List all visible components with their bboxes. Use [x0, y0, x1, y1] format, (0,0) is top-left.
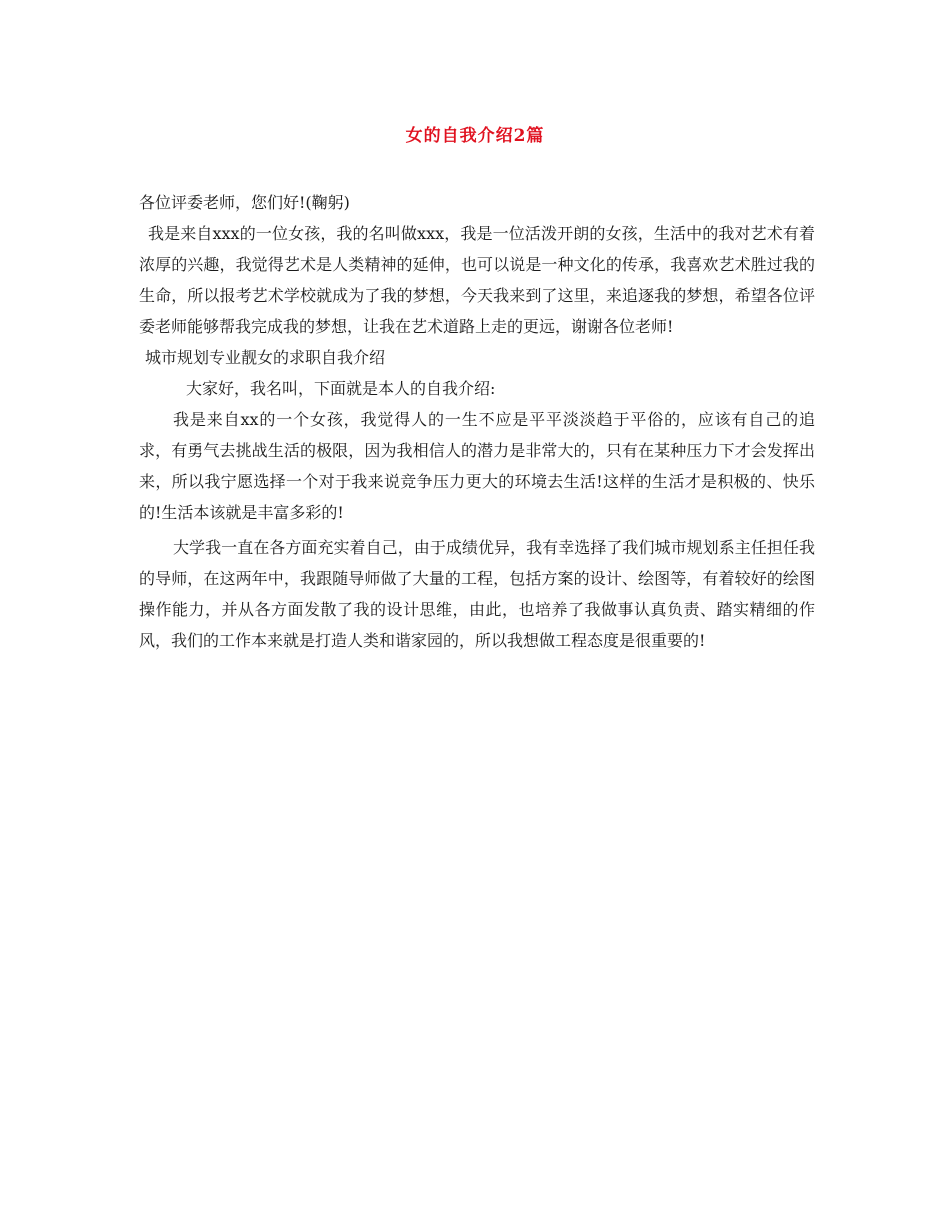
document-title: 女的自我介绍2篇	[405, 126, 545, 146]
paragraph-1: 我是来自xxx的一位女孩，我的名叫做xxx，我是一位活泼开朗的女孩，生活中的我对艺术有着浓厚的兴趣，我觉得艺术是人类精神的延伸，也可以说是一种文化的传承，我喜欢艺术胜过我的生命，所以报考艺术学校就成为了我的梦想，今天我来到了这里，来追逐我的梦想，希望各位评委老师能够帮我完成我的梦想，让我在艺术道路上走的更远，谢谢各位老师!	[139, 224, 815, 336]
paragraph-4: 大学我一直在各方面充实着自己，由于成绩优异，我有幸选择了我们城市规划系主任担任我的导师，在这两年中，我跟随导师做了大量的工程，包括方案的设计、绘图等，有着较好的绘图操作能力，并从各方面发散了我的设计思维，由此，也培养了我做事认真负责、踏实精细的作风，我们的工作本来就是打造人类和谐家园的，所以我想做工程态度是很重要的!	[139, 538, 815, 650]
paragraph-3: 我是来自xx的一个女孩，我觉得人的一生不应是平平淡淡趋于平俗的，应该有自己的追求，有勇气去挑战生活的极限，因为我相信人的潜力是非常大的，只有在某种压力下才会发挥出来，所以我宁愿选择一个对于我来说竞争压力更大的环境去生活!这样的生活才是积极的、快乐的!生活本该就是丰富多彩的!	[139, 410, 815, 522]
section-heading: 城市规划专业靓女的求职自我介绍	[145, 348, 386, 367]
document-body	[139, 187, 815, 656]
greeting-paragraph: 各位评委老师，您们好!(鞠躬)	[139, 193, 350, 212]
paragraph-2: 大家好，我名叫，下面就是本人的自我介绍:	[186, 379, 496, 398]
